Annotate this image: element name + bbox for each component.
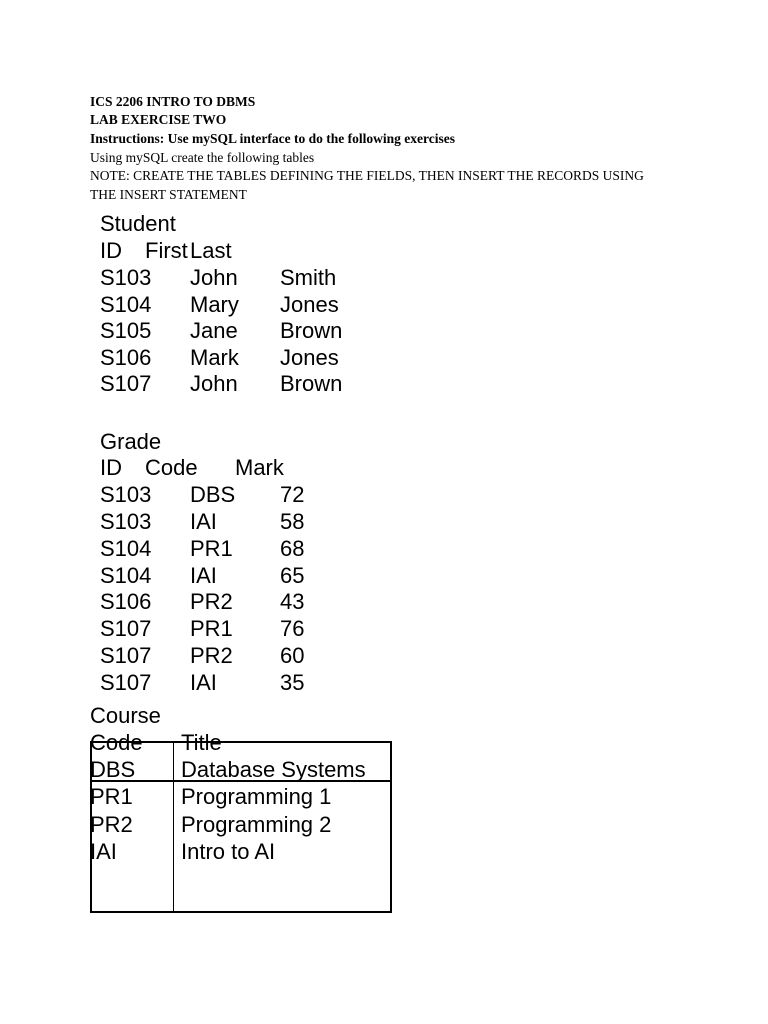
table-cell: Brown xyxy=(280,371,343,397)
table-cell: DBS xyxy=(190,482,236,507)
table-cell: S106 xyxy=(100,344,152,370)
table-cell: Programming 1 xyxy=(181,784,332,810)
table-cell: IAI xyxy=(90,838,117,864)
table-cell: S104 xyxy=(100,535,152,561)
table-cell: IAI xyxy=(190,562,217,588)
column-header: Title xyxy=(181,730,222,755)
student-table-title: Student xyxy=(100,211,176,236)
table-cell: S104 xyxy=(100,291,152,317)
table-cell: Database Systems xyxy=(181,757,366,782)
table-cell: Jones xyxy=(280,291,339,317)
grade-table-title: Grade xyxy=(100,429,162,454)
table-cell: Intro to AI xyxy=(181,838,276,864)
table-cell: S106 xyxy=(100,589,152,615)
column-header: ID xyxy=(100,238,122,263)
table-cell: 60 xyxy=(280,643,305,669)
table-cell: S104 xyxy=(100,562,152,588)
table-cell: 35 xyxy=(280,669,305,695)
instructions-text: Instructions: Use mySQL interface to do the following exercises xyxy=(90,131,455,146)
table-cell: Brown xyxy=(280,318,343,344)
table-cell: Mary xyxy=(190,291,239,317)
table-cell: S107 xyxy=(100,669,152,695)
table-cell: Jones xyxy=(280,344,339,370)
table-cell: 76 xyxy=(280,616,305,642)
table-cell: S105 xyxy=(100,318,152,344)
course-table-title: Course xyxy=(90,703,161,728)
table-cell: PR1 xyxy=(190,535,233,561)
table-cell: S103 xyxy=(100,265,152,290)
table-cell: PR1 xyxy=(90,784,133,810)
table-cell: Mark xyxy=(190,344,239,370)
table-cell: PR1 xyxy=(190,616,233,642)
table-cell: DBS xyxy=(90,757,136,782)
table-cell: IAI xyxy=(190,669,217,695)
column-header: ID xyxy=(100,455,122,480)
subtitle-text: Using mySQL create the following tables xyxy=(90,150,315,165)
table-cell: PR2 xyxy=(190,589,233,615)
table-cell: S103 xyxy=(100,482,152,507)
table-cell: S103 xyxy=(100,508,152,534)
note-text-line-2: THE INSERT STATEMENT xyxy=(90,187,247,202)
note-text-line-1: NOTE: CREATE THE TABLES DEFINING THE FIELDS, THEN INSERT THE RECORDS USING xyxy=(90,168,644,183)
table-cell: S107 xyxy=(100,616,152,642)
course-column-divider xyxy=(173,741,174,913)
course-title: ICS 2206 INTRO TO DBMS xyxy=(90,94,256,109)
exercise-title: LAB EXERCISE TWO xyxy=(90,112,227,127)
table-cell: Smith xyxy=(280,265,337,290)
table-cell: John xyxy=(190,265,238,290)
table-cell: PR2 xyxy=(90,811,133,837)
column-header: Code xyxy=(90,730,143,755)
table-cell: Jane xyxy=(190,318,238,344)
table-cell: IAI xyxy=(190,508,217,534)
table-cell: S107 xyxy=(100,643,152,669)
table-cell: John xyxy=(190,371,238,397)
table-cell: 72 xyxy=(280,482,305,507)
table-cell: Programming 2 xyxy=(181,811,332,837)
column-header: Mark xyxy=(235,455,284,480)
table-cell: 65 xyxy=(280,562,305,588)
table-cell: 58 xyxy=(280,508,305,534)
column-header: Last xyxy=(190,238,232,263)
column-header: Code xyxy=(145,455,198,480)
table-cell: PR2 xyxy=(190,643,233,669)
column-header: First xyxy=(145,238,188,263)
table-cell: 43 xyxy=(280,589,305,615)
table-cell: S107 xyxy=(100,371,152,397)
table-cell: 68 xyxy=(280,535,305,561)
